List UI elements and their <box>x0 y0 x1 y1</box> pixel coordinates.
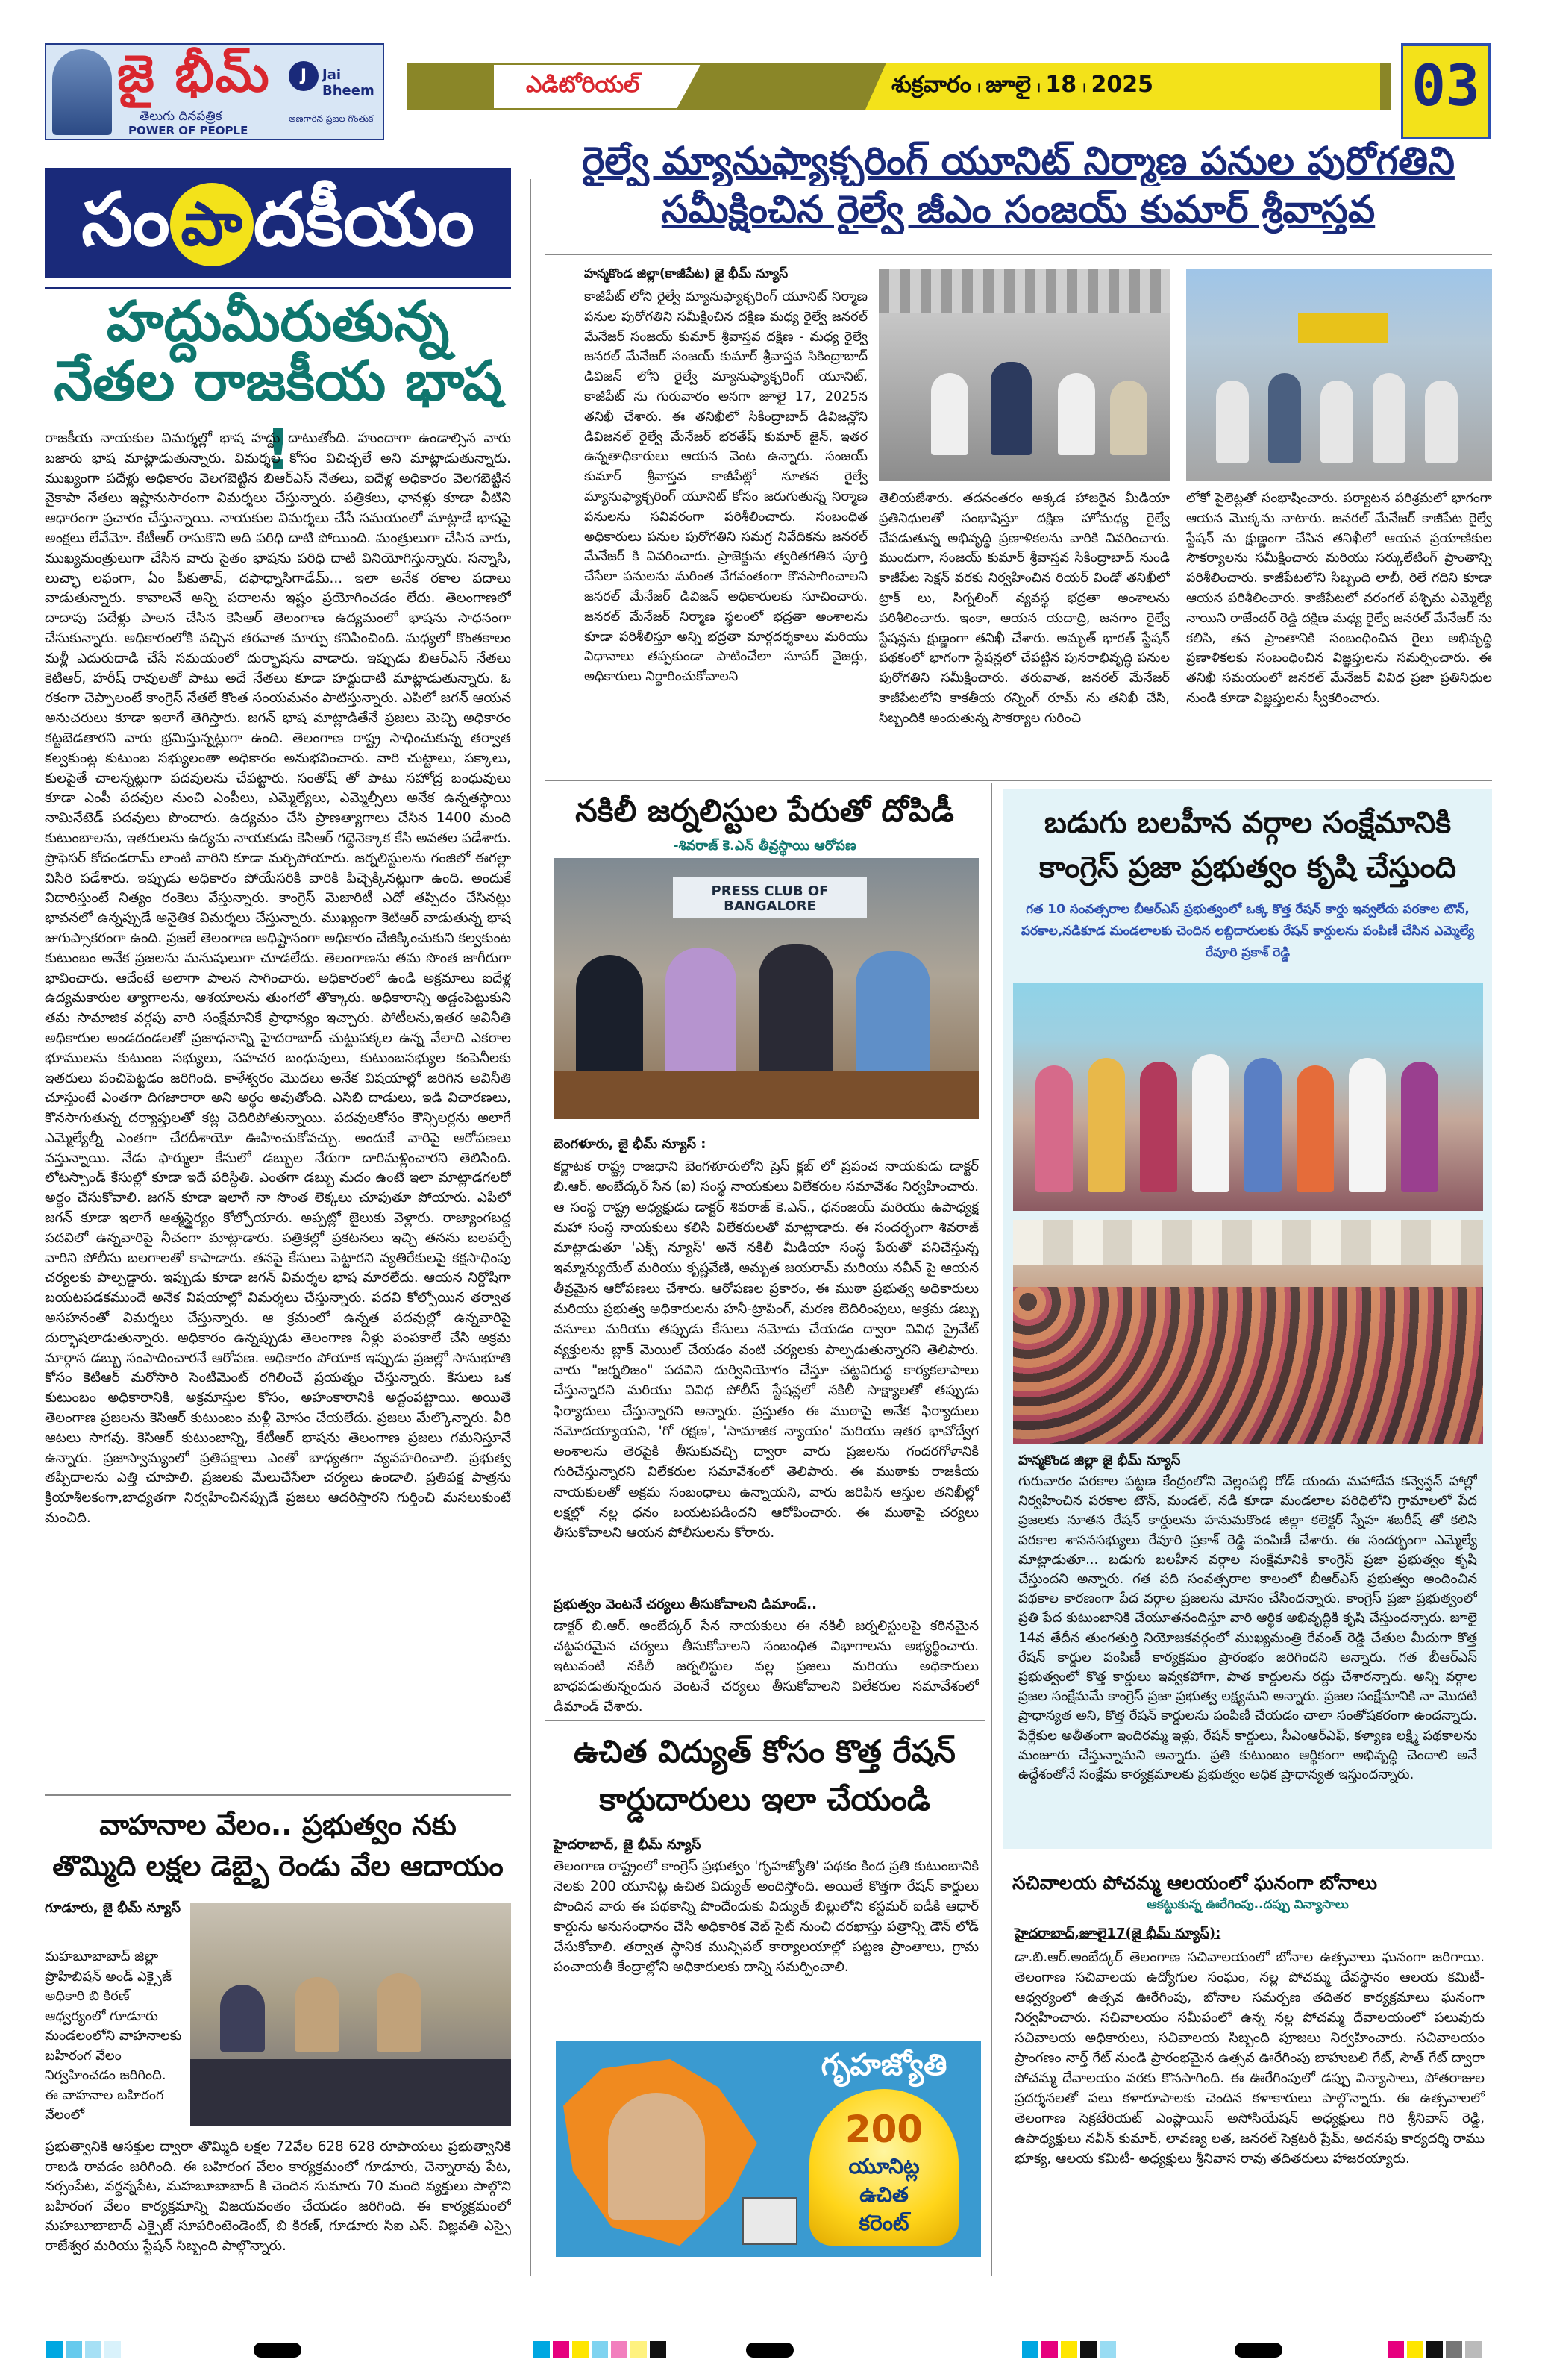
fake-journalists-title: నకిలీ జర్నలిస్టుల పేరుతో దోపిడీ <box>575 792 954 829</box>
press-meet-photo <box>554 858 979 1119</box>
editorial-title-line2: నేతల రాజకీయ భాష ! <box>54 349 502 482</box>
free-power-dateline: హైదరాబాద్, జై భీమ్ న్యూస్ <box>554 1837 701 1853</box>
welfare-title-line2: కాంగ్రెస్ ప్రజా ప్రభుత్వం కృషి చేస్తుంది <box>1038 851 1457 885</box>
logo-title: జై భీమ్ <box>117 45 271 104</box>
free-power-rule <box>545 1720 985 1721</box>
railway-photo-2 <box>1186 269 1492 481</box>
railway-col2: తెలియజేశారు. తదనంతరం అక్కడ హాజరైన మీడియా ప్రతినిధులతో సంభాషిస్తూ దక్షిణ హోమధ్య రైల్వే చేపడుతున్న అభివృద్ధి ప్రణాళికలను వారికి వివరించారు. ముందుగా, సంజయ్ కుమార్ శ్రీవాస్తవ సికింద్రాబాద్ నుండి కాజీపేట సెక్షన్ వరకు నిర్వహించిన రియర్ విండో తనిఖీలో ట్రాక్ లు, సిగ్నలింగ్ వ్యవస్థ భద్రతా అంశాలను పరిశీలించారు. ఇంకా, ఆయన యదాద్రి, జనగాం రైల్వే స్టేషన్లను క్షుణ్ణంగా తనిఖీ చేశారు. అమృత్ భారత్ స్టేషన్ పథకంలో భాగంగా స్టేషన్లలో చేపట్టిన పునరాభివృద్ధి పనుల పురోగతిని సమీక్షించారు. తరువాత, జనరల్ మేనేజర్ కాజీపేటలోని కాకతీయ రన్నింగ్ రూమ్ ను తనిఖీ చేసి, సిబ్బందికి అందుతున్న సౌకర్యాల గురించి <box>879 491 1170 726</box>
logo-tagline: తెలుగు దినపత్రిక <box>140 109 222 124</box>
fake-journalists-body1: కర్ణాటక రాష్ట్ర రాజధాని బెంగళూరులోని ప్రెస్ క్లబ్ లో ప్రపంచ నాయకుడు డాక్టర్ బి.ఆర్. అంబేద్కర్ సేన (ఐ) సంస్థ నాయకులు విలేకరుల సమావేశం నిర్వహించారు. ఆ సంస్థ రాష్ట్ర అధ్యక్షుడు డాక్టర్ శివరాజ్ కె.ఎన్., ధనంజయ్ మరియు ఉపాధ్యక్ష మహా సంస్థ నాయకులు కలిసి విలేకరులతో మాట్లాడారు. ఈ సందర్భంగా శివరాజ్ మాట్లాడుతూ 'ఎక్స్ న్యూస్' అనే నకిలీ మీడియా సంస్థ పేరుతో పనిచేస్తున్న ఇమ్మాన్యుయేల్ మరియు కృష్ణవేణి, అమృత జయరామ్ మరియు నవీన్ పై ఆయన తీవ్రమైన ఆరోపణలు చేశారు. ఆరోపణల ప్రకారం, ఈ ముఠా ప్రభుత్వ అధికారులు మరియు ప్రభుత్వ అధికారులను హనీ-ట్రాపింగ్, మరణ బెదిరింపులు, అక్రమ డబ్బు వసూలు మరియు తప్పుడు కేసులు నమోదు చేయడం ద్వారా వివిధ ప్రైవేట్ వ్యక్తులను బ్లాక్ మెయిల్ చేయడం వంటి చర్యలకు పాల్పడుతున్నారని తెలిపారు. వారు "జర్నలిజం" పదవిని దుర్వినియోగం చేస్తూ చట్టవిరుద్ధ కార్యకలాపాలు చేస్తున్నారని మరియు వివిధ పోలీస్ స్టేషన్లలో నకిలీ సాక్ష్యాలతో తప్పుడు ఫిర్యాదులు చేస్తున్నారని అన్నారు. ప్రస్తుతం ఈ ముఠాపై అనేక ఫిర్యాదులు నమోదయ్యాయని, 'గో రక్షణ', 'సామాజిక న్యాయం' మరియు ఇతర భావోద్వేగ అంశాలను తెరపైకి తీసుకువచ్చి ద్వారా వారు ప్రజలను గందరగోళానికి గురిచేస్తున్నారని విలేకరుల సమావేశంలో తెలిపారు. ఈ ముఠాకు రాజకీయ నాయకులతో అక్రమ సంబంధాలు ఉన్నాయని, వారు జరిపిన ఆస్తుల తనిఖీల్లో లక్షల్లో నల్ల ధనం బయటపడిందని ఆరోపించారు. ఈ ముఠాపై చర్యలు తీసుకోవాలని ఆయన పోలీసులను కోరారు. <box>554 1159 979 1541</box>
editorial-box-label <box>45 175 511 266</box>
registration-blob-1 <box>254 2343 301 2358</box>
vehicle-photo <box>190 1903 511 2126</box>
welfare-photo-2 <box>1013 1220 1483 1444</box>
railway-bottom-rule <box>545 780 1492 781</box>
masthead-logo <box>45 43 384 140</box>
editorial-title-line1: హద్దుమీరుతున్న <box>106 289 450 354</box>
bonalu-body: డా.బి.ఆర్.అంబేద్కర్ తెలంగాణ సచివాలయంలో బోనాల ఉత్సవాలు ఘనంగా జరిగాయి. తెలంగాణ సచివాలయ ఉద్యోగుల సంఘం, నల్ల పోచమ్మ దేవస్థానం ఆలయ కమిటీ- ఆధ్వర్యంలో ఉత్సవ ఊరేగింపు, బోనాల సమర్పణ తదితర కార్యక్రమాలు ఘనంగా నిర్వహించారు. సచివాలయం సమీపంలో ఉన్న నల్ల పోచమ్మ దేవాలయంలో పలువురు సచివాలయ అధికారులు, సచివాలయ సిబ్బంది పూజలు నిర్వహించారు. సచివాలయం ప్రాంగణం నార్త్ గేట్ నుండి ప్రారంభమైన ఉత్సవ ఊరేగింపు బాహుబలి గేట్, సౌత్ గేట్ ద్వారా పోచమ్మ దేవాలయం వరకు కొనసాగింది. ఈ ఊరేగింపులో డప్పు విన్యాసాలు, పోతరాజుల ప్రదర్శనలతో పలు కళారూపాలకు చెందిన కళాకారులు పాల్గొన్నారు. ఈ ఉత్సవాలలో తెలంగాణ సెక్రటేరియట్ ఎంప్లాయిస్ అసోసియేషన్ అధ్యక్షులు గిరి శ్రీనివాస్ రెడ్డి, ఉపాధ్యక్షులు నవీన్ కుమార్, లావణ్య లత, జనరల్ సెక్రటరీ ప్రేమ్, అదనపు కార్యదర్శి రాము భూక్య, ఆలయ కమిటీ- అధ్యక్షులు శ్రీనివాస రావు తదితరులు హాజరయ్యారు. <box>1015 1950 1485 2167</box>
welfare-photo-1 <box>1013 983 1483 1211</box>
free-power-body: తెలంగాణ రాష్ట్రంలో కాంగ్రెస్ ప్రభుత్వం 'గృహజ్యోతి' పథకం కింద ప్రతి కుటుంబానికి నెలకు 200 యూనిట్ల ఉచిత విద్యుత్ అందిస్తోంది. అయితే కొత్తగా రేషన్ కార్డులు పొందిన వారు ఈ పథకాన్ని పొందేందుకు విద్యుత్ బిల్లులోని కస్టమర్ ఐడీకి ఆధార్ కార్డును అనుసంధానం చేసి అధికారిక వెబ్ సైట్ నుంచి దరఖాస్తు పత్రాన్ని డౌన్ లోడ్ చేసుకోవాలి. తర్వాత స్థానిక మున్సిపల్ కార్యాలయాల్లో పట్టణ ప్రాంతాలు, గ్రామ పంచాయతీ కేంద్రాల్లోని అధికారులకు దాన్ని సమర్పించాలి. <box>554 1858 979 1975</box>
date-year: 2025 <box>1091 72 1154 98</box>
fake-journalists-dateline: బెంగళూరు, జై భీమ్ న్యూస్ : <box>554 1136 706 1152</box>
registration-blob-3 <box>1235 2343 1282 2358</box>
col-rule-left <box>530 179 531 2276</box>
grihajyothi-line3: కరెంట్ <box>859 2211 909 2235</box>
editorial-body: రాజకీయ నాయకుల విమర్శల్లో భాష హద్దు దాటుతోంది. హుందాగా ఉండాల్సిన వారు బజారు భాష మాట్లాడుతున్నారు. విమర్శల కోసం విచిచ్చలే అని మాట్లాడుతున్నారు. ముఖ్యంగా పదేళ్లు అధికారం వెలగబెట్టిన బిఆర్ఎస్ నేతలు, ఐదేళ్ల అధికారం వెలగబెట్టిన వైకాపా నేతలు ఇష్టానుసారంగా విమర్శలు చేస్తున్నారు. పత్రికలు, ఛానళ్లు కూడా వీటిని ఆధారంగా ప్రచారం చేస్తున్నాయి. నాయకుల విమర్శలు చేసే సమయంలో మాట్లాడే భాషపై అంక్షలు లేవేమో. కేటీఆర్ రాసుకొని అది పరిధి దాటి పోయింది. మంత్రులుగా చేసిన వారు, ముఖ్యమంత్రులుగా చేసిన వారు సైతం భాషను పరిధి దాటి వినియోగిస్తున్నారు. సన్నాసి, లుచ్ఛా లఫంగా, ఏం పీకుతావ్, దఫాధ్నాసిగాడేమ్... ఇలా అనేక రకాల పదాలు వాడుతున్నారు. కావాలనే అన్ని పదాలను ఇష్టం ప్రయోగించడం లేదు. తెలంగాణలో దాదాపు పదేళ్లు పాలన చేసిన కెసిఆర్ తెలంగాణ ఉద్యమంలో భాషను సాధనంగా చేసుకున్నారు. అధికారంలోకి వచ్చిన తరవాత మార్పు కనిపించింది. మధ్యలో కొంతకాలం మళ్లీ ఎదురుదాడి చేసే సమయంలో దుర్భాషను వాడారు. ఇప్పుడు బిఆర్ఎస్ నేతలు కెటిఆర్, హరీష్ రావులతో పాటు అదే నేతలు కూడా హద్దుదాటి మాట్లాడుతున్నారు. ఓ రకంగా చెప్పాలంటే కాంగ్రెస్ నేతలే కొంత సంయమనం పాటిస్తున్నారు. ఎపిలో జగన్ ఆయన అనుచరులు కూడా ఇలాగే తెగిస్తారు. జగన్ భాష మాట్లాడితేనే ప్రజలు మెచ్చి అధికారం కట్టబెడతారని వారు భ్రమిస్తున్నట్లుగా ఉంది. తెలంగాణ రాష్ట్ర సాధించుకున్న తర్వాత కల్వకుంట్ల కుటుంబ సభ్యులంతా అధికారం అనుభవించారు. వారి చుట్టాలు, పక్కాలు, కులపైతే చాలన్నట్లుగా పదవులను చేపట్టారు. సంతోష్ తో పాటు సహోద్ర బంధువులు కూడా ఎంపీ పదవుల నుంచి ఎంపీలు, ఎమ్మెల్యేలు, ఎమ్మెల్సీలు అనేక ఉన్నతస్థాయి నామినేటెడ్ పదవులు పొందారు. ఉద్యమం చేసి ప్రాణత్యాగాలు చేసిన 1400 మంది కుటుంబాలను, ఇతరులను ఉద్యమ నాయకుడు కెసిఆర్ గద్దెనెక్కాక కేసి అవతల పడేశారు. ప్రొఫెసర్ కోదండరామ్ లాంటి వారిని కూడా మర్చిపోయారు. జర్నలిస్టులను గంజిలో ఈగల్లా విసిరి పడేశారు. ఇప్పుడు అధికారం పోయేసరికి వారికి పిచ్చెక్కినట్లుగా ఉంది. అందుకే విదారిస్తుంటే నిత్యం రంకెలు వేస్తున్నారు. కాంగ్రెస్ మెజారిటీ ఎదో తప్పిదం చేసినట్లు భావనలో ఉన్నప్పుడే అనైతిక విమర్శలు చేస్తున్నారు. ముఖ్యంగా కెటిఆర్ వాడుతున్న భాష జుగుప్సాకరంగా ఉంది. ప్రజలే తెలంగాణ అధిష్టానంగా అధికారం చేజిక్కించుకుని కల్వకుంట కుటుంబం అనేక ప్రజలను మనుషులుగా చూడలేదు. తెలంగాణను తమ సొంత జాగీరుగా భావించారు. ఆదేంటే అలాగా పాలన సాగించారు. అధికారంలో ఉండి అక్రమాలు ఐదేళ్ల ఉద్యమకారుల త్యాగాలను, ఆశయాలను తుంగలో తొక్కారు. అధికారాన్ని అడ్డంపెట్టుకుని తమ సామాజిక వర్గపు వారి సంక్షేమానికే ప్రాధాన్యం ఇచ్చారు. పోటీలను,ఇతర అవినీతి అధికారుల అండదండలతో ప్రజాధనాన్ని హైదరాబాద్ చుట్టుపక్కల ఉన్న వేలాది ఎకరాల భూములను కుటుంబ సభ్యులు, సహచర బంధువులు, కుటుంబసభ్యుల కంపెనీలకు ఇతరులు పంచిపెట్టడం జరిగింది. కాళేశ్వరం మొదలు అనేక విషయాల్లో జరిగిన అవినీతి చూస్తుంటే ఎంతగా దిగజారారా అని అర్థం అవుతోంది. ఎసిబి దాడులు, ఇడి విచారణలు, కొనసాగుతున్న దర్యాప్తులతో కట్ల చెదిరిపోతున్నాయి. పదవులకోసం కౌన్సిలర్లను అలాగే ఎమ్మెల్యేల్నీ ఎంతగా చేరదీశాయో ఊహించుకోవచ్చు. అందుకే వారిపై ఆరోపణలు వస్తున్నాయి. నేడు ఫార్ములా కేసులో డబ్బుల నేరుగా దారిమళ్లించారని తెలిసింది. లోటస్పాండ్ కేసుల్లో కూడా ఇదే పరిస్థితి. ఎంతగా డబ్బు మదం ఉంటే ఇలా మాట్లాడగలరో అర్థం చేసుకోవాలి. జగన్ కూడా ఇలాగే నా సొంత లెక్కలు చూపుతూ పోయారు. ఎపిలో జగన్ కూడా ఇలాగే ఆత్మస్థైర్యం కోల్పోయారు. అప్పట్లో జైలుకు వెళ్లారు. రాజ్యాంగబద్ద పదవిలో ఉన్నవారిపై నీచంగా మాట్లాడారు. పత్రికల్లో ప్రకటనలు ఇచ్చి తనను బలపర్చే వారిని పోలీసు బలగాలతో కాపాడారు. తనపై కేసులు పెట్టారని వ్యతిరేకులపై కక్షసాధింపు చర్యలకు పాల్పడ్డారు. ఇప్పుడు కూడా జగన్ విమర్శల భాష మారలేదు. ఆయన నిర్దోషిగా బయటపడకముందే అనేక విషయాల్లో విమర్శలు చేస్తున్నారు. పదవి కోల్పోయిన తర్వాత అసహనంతో విమర్శలు చేస్తున్నారు. ఆ క్రమంలో ఉన్నత పదవుల్లో ఉన్నవారిపై దుర్భాషలాడుతున్నారు. అధికారం ఉన్నప్పుడు తెలంగాణ నీళ్లు పంపకాలే చేసి అక్రమ మార్గాన డబ్బు సంపాదించారనే ఆరోపణ. అధికారం పోయాక ఇప్పుడు ప్రజల్లో సానుభూతి కోసం కెటిఆర్ మరోసారి సెంటిమెంట్ రగిలించే ప్రయత్నం చేస్తున్నారు. కేసులు ఒక కుటుంబం అధికారానికి, అక్రమాస్తుల కోసం, అహంకారానికి అద్దంపట్టాయి. అయితే తెలంగాణ ప్రజలను కెసిఆర్ కుటుంబం మళ్లీ మోసం చేయలేదు. ప్రజలు మేల్కొన్నారు. వీరి ఆటలు సాగవు. కెసిఆర్ కుటుంబాన్ని, కేటీఆర్ భాషను తెలంగాణ ప్రజలు గమనిస్తూనే ఉన్నారు. ప్రజాస్వామ్యంలో ప్రతిపక్షాలు ఎంతో బాధ్యతగా వ్యవహరించాలి. ప్రభుత్వ తప్పిదాలను ఎత్తి చూపాలి. ప్రజలకు మేలుచేసేలా చర్యలు ఉండాలి. ప్రతిపక్ష పాత్రను క్రియాశీలకంగా,బాధ్యతగా నిర్వహించినప్పుడే ప్రజలు ఆదరిస్తారని గుర్తించి మసలుకుంటే మంచిది. <box>45 430 511 1526</box>
date-day: శుక్రవారం <box>891 72 971 98</box>
vehicle-title-line1: వాహనాల వేలం.. ప్రభుత్వం నకు <box>99 1809 457 1841</box>
grihajyothi-title: గృహజ్యోతి <box>821 2048 947 2082</box>
meter-icon <box>742 2197 797 2245</box>
vehicle-body: ప్రభుత్వానికి ఆసక్తుల ద్వారా తొమ్మిది లక్షల 72వేల 628 628 రూపాయలు ప్రభుత్వానికి రాబడి రావడం జరిగింది. ఈ బహిరంగ వేలం కార్యక్రమంలో గూడూరు, చెన్నారావు పేట, నర్సంపేట, వర్ధన్నపేట, మహబూబాబాద్ కి చెందిన సుమారు 70 మంది వ్యక్తులు పాల్గొని బహిరంగ వేలం కార్యక్రమాన్ని విజయవంతం చేయడం జరిగింది. ఈ కార్యక్రమంలో మహబూబాబాద్ ఎక్సైజ్ సూపరింటెండెంట్, బి కిరణ్, గూడూరు సిఐ ఎస్. విజ్ఞవతి ఎస్సై రాజేశ్వర మరియు స్టేషన్ సిబ్బంది పాల్గొన్నారు. <box>45 2139 511 2254</box>
ambedkar-portrait <box>52 49 112 135</box>
date-num: 18 <box>1045 72 1077 98</box>
free-power-title-line2: కార్డుదారులు ఇలా చేయండి <box>599 1781 930 1817</box>
grihajyothi-image <box>556 2041 981 2257</box>
bonalu-subtitle: ఆకట్టుకున్న ఊరేగింపు..దప్పు విన్యాసాలు <box>1147 1897 1349 1912</box>
welfare-title-line1: బడుగు బలహీన వర్గాల సంక్షేమానికి <box>1044 806 1452 840</box>
editorial-box-post: దకీయం <box>253 178 474 263</box>
railway-col3: లోకో పైలెట్లతో సంభాషించారు. పర్యాటన పరిశ్రమలో భాగంగా ఆయన మొక్కను నాటారు. జనరల్ మేనేజర్ కాజీపేట రైల్వే స్టేషన్ ను క్షుణ్ణంగా చేసిన తనిఖీలో ఆయన ప్రయాణికుల సౌకర్యాలను సమీక్షించారు మరియు సర్కులేటింగ్ ప్రాంతాన్ని పరిశీలించారు. కాజీపేటలోని సిబ్బంది లాబీ, రిలే గదిని కూడా ఆయన పరిశీలించారు. కాజీపేటలో వరంగల్ పశ్చిమ ఎమ్మెల్యే నాయిని రాజేందర్ రెడ్డి దక్షిణ మధ్య రైల్వే జనరల్ మేనేజర్ ను కలిసి, తన ప్రాంతానికి సంబంధించిన రైలు అభివృద్ధి ప్రణాళికలకు సంబంధించిన విజ్ఞప్తులను సమర్పించారు. ఈ తనిఖీ సమయంలో జనరల్ మేనేజర్ వివిధ ప్రజా ప్రతినిధుల నుండి కూడా విజ్ఞప్తులను స్వీకరించారు. <box>1186 491 1492 706</box>
welfare-deck: గత 10 సంవత్సరాల బీఆర్ఎస్ ప్రభుత్వంలో ఒక్క కొత్త రేషన్ కార్డు ఇవ్వలేదు పరకాల టౌన్, పరకాల,నడికూడ మండలాలకు చెందిన లబ్దిదారులకు రేషన్ కార్డులను పంపిణీ చేసిన ఎమ్మెల్యే రేవూరి ప్రకాశ్ రెడ్డి <box>1021 902 1475 960</box>
fake-journalists-body2: డాక్టర్ బి.ఆర్. అంబేద్కర్ సేన నాయకులు ఈ నకిలీ జర్నలిస్టులపై కఠినమైన చట్టపరమైన చర్యలు తీసుకోవాలని సంబంధిత విభాగాలను అభ్యర్థించారు. ఇటువంటి నకిలీ జర్నలిస్టుల వల్ల ప్రజలు మరియు అధికారులు బాధపడుతున్నందున వెంటనే చర్యలు తీసుకోవాలని విలేకరుల సమావేశంలో డిమాండ్ చేశారు. <box>554 1618 979 1714</box>
editorial-box-mid: పా <box>170 183 254 266</box>
welfare-body: గురువారం పరకాల పట్టణ కేంద్రంలోని వెల్లంపల్లి రోడ్ యందు మహాదేవ కన్వెన్షన్ హాల్లో నిర్వహించిన పరకాల టౌన్, మండల్, నడి కూడా మండలాల పరిధిలోని గ్రామాలలో పేద ప్రజలకు నూతన రేషన్ కార్డులను హనుమకొండ జిల్లా కలెక్టర్ స్నేహ శబరీష్ తో కలిసి పరకాల శాసనసభ్యులు రేవూరి ప్రకాశ్ రెడ్డి పంపిణీ చేశారు. ఈ సందర్భంగా ఎమ్మెల్యే మాట్లాడుతూ... బడుగు బలహీన వర్గాల సంక్షేమానికి కాంగ్రెస్ ప్రజా ప్రభుత్వం కృషి చేస్తుందని అన్నారు. గత పది సంవత్సరాల కాలంలో బీఆర్ఎస్ ప్రభుత్వం అందించిన పథకాల కారణంగా పేద వర్గాల ప్రజలను మోసం చేసిందన్నారు. కాంగ్రెస్ ప్రజా ప్రభుత్వంలో ప్రతి పేద కుటుంబానికి చేయూతనందిస్తూ వారి ఆర్థిక అభివృద్ధికి కృషి చేస్తుందన్నారు. జూలై 14వ తేదీన తుంగతుర్తి నియోజకవర్గంలో ముఖ్యమంత్రి రేవంత్ రెడ్డి చేతుల మీదుగా కొత్త రేషన్ కార్డుల పంపిణీ కార్యక్రమం ప్రారంభం జరిగిందని అన్నారు. గత బీఆర్ఎస్ ప్రభుత్వంలో కొత్త కార్డులు ఇవ్వకపోగా, పాత కార్డులను రద్దు చేశారన్నారు. అన్ని వర్గాల ప్రజల సంక్షేమమే కాంగ్రెస్ ప్రజా ప్రభుత్వ లక్ష్యమని అన్నారు. ప్రజల సంక్షేమానికి నా మొదటి ప్రాధాన్యత అని, కొత్త రేషన్ కార్డులను పంపిణీ చేయడం చాలా సంతోషకరంగా ఉందన్నారు. పేర్లేకుల అతీతంగా ఇందిరమ్మ ఇళ్లు, రేషన్ కార్డులు, సీఎంఆర్ఎఫ్, కళ్యాణ లక్ష్మి పథకాలను మంజూరు చేస్తున్నామని అన్నారు. ప్రతి కుటుంబం ఆర్థికంగా అభివృద్ధి చెందాలి అనే ఉద్దేశంతోనే సంక్షేమ కార్యక్రమాలకు ప్రభుత్వం అధిక ప్రాధాన్యత ఇస్తుందన్నారు. <box>1018 1474 1477 1783</box>
railway-photo-1 <box>879 269 1170 481</box>
fake-journalists-subhead: ప్రభుత్వం వెంటనే చర్యలు తీసుకోవాలని డిమాండ్.. <box>554 1597 817 1612</box>
page-number: 03 <box>1411 52 1480 119</box>
vehicle-body-side: మహబూబాబాద్ జిల్లా ప్రొహిబిషన్ అండ్ ఎక్సైజ్ అధికారి బి కిరణ్ ఆధ్వర్యంలో గూడూరు మండలంలోని వాహనాలకు బహిరంగ వేలం నిర్వహించడం జరిగింది. ఈ వాహనాల బహిరంగ వేలంలో <box>45 1949 182 2123</box>
logo-sub: POWER OF PEOPLE <box>128 124 248 137</box>
bonalu-title: సచివాలయ పోచమ్మ ఆలయంలో ఘనంగా బోనాలు <box>1012 1872 1378 1894</box>
leader-portrait <box>608 2093 705 2220</box>
grihajyothi-number: 200 <box>844 2108 924 2151</box>
registration-blob-2 <box>746 2343 794 2358</box>
railway-title-line1: రైల్వే మ్యానుఫ్యాక్చరింగ్ యూనిట్ నిర్మాణ పనుల పురోగతిని <box>582 140 1455 184</box>
vehicle-dateline: గూడూరు, జై భీమ్ న్యూస్ <box>45 1900 181 1916</box>
jai-bheem-badge: J <box>289 61 319 91</box>
railway-dateline: హన్మకొండ జిల్లా(కాజీపేట) జై భీమ్ న్యూస్ <box>584 266 789 281</box>
grihajyothi-line2: ఉచిత <box>859 2182 909 2207</box>
section-label: ఎడిటోరియల్ <box>526 72 640 98</box>
railway-rule <box>545 254 1492 255</box>
grihajyothi-line1: యూనిట్ల <box>848 2154 920 2179</box>
logo-badge-tagline: అణగారిన ప్రజల గొంతుక <box>289 113 374 124</box>
editorial-box-pre: సం <box>81 178 170 263</box>
free-power-title-line1: ఉచిత విద్యుత్ కోసం కొత్త రేషన్ <box>574 1733 956 1770</box>
logo-badge-text: Jai Bheem <box>322 67 374 98</box>
welfare-dateline: హన్మకొండ జిల్లా జై భీమ్ న్యూస్ <box>1018 1453 1181 1468</box>
vehicle-title-line2: తొమ్మిది లక్షల డెబ్బై రెండు వేల ఆదాయం <box>52 1850 504 1882</box>
press-club-banner-text: PRESS CLUB OF BANGALORE <box>711 883 829 914</box>
fake-journalists-subtitle: -శివరాజ్ కె.ఎన్ తీవ్రస్థాయి ఆరోపణ <box>673 838 856 854</box>
bonalu-dateline: హైదరాబాద్,జూలై17(జై భీమ్ న్యూస్): <box>1015 1926 1221 1941</box>
date-line: శుక్రవారం । జూలై । 18 । 2025 <box>891 72 1154 98</box>
vehicle-rule <box>45 1794 511 1796</box>
col-rule-right <box>991 783 992 2276</box>
railway-title-line2: సమీక్షించిన రైల్వే జీఎం సంజయ్ కుమార్ శ్రీవాస్తవ <box>661 188 1376 232</box>
date-month: జూలై <box>985 72 1032 98</box>
railway-col1: కాజీపేట్ లోని రైల్వే మ్యానుఫ్యాక్చరింగ్ యూనిట్ నిర్మాణ పనుల పురోగతిని సమీక్షించిన దక్షిణ మధ్య రైల్వే జనరల్ మేనేజర్ సంజయ్ కుమార్ శ్రీవాస్తవ దక్షిణ - మధ్య రైల్వే జనరల్ మేనేజర్ సంజయ్ కుమార్ శ్రీవాస్తవ సికింద్రాబాద్ డివిజన్ లోని రైల్వే మ్యానుఫ్యాక్చరింగ్ యూనిట్, కాజీపేట్ ను గురువారం అనగా జూలై 17, 2025న తనిఖీ చేశారు. ఈ తనిఖీలో సికింద్రాబాద్ డివిజన్లోని డివిజనల్ రైల్వే మేనేజర్ భరతేష్ కుమార్ జైన్, ఇతర ఉన్నతాధికారులు ఆయన వెంట ఉన్నారు. సంజయ్ కుమార్ శ్రీవాస్తవ కాజీపేట్లో నూతన రైల్వే మ్యానుఫ్యాక్చరింగ్ యూనిట్ కోసం జరుగుతున్న నిర్మాణ పనులను సవివరంగా పరిశీలించారు. సంబంధిత అధికారులు పనుల పురోగతిని సమగ్ర నివేదికను జనరల్ మేనేజర్ కి వివరించారు. ప్రాజెక్టును త్వరితగతిన పూర్తి చేసేలా పనులను మరింత వేగవంతంగా కొనసాగించాలని జనరల్ మేనేజర్ డివిజన్ అధికారులకు సూచించారు. జనరల్ మేనేజర్ నిర్మాణ స్థలంలో భద్రతా అంశాలను కూడా పరిశీలిస్తూ అన్ని భద్రతా మార్గదర్శకాలు మరియు విధానాలు తప్పకుండా పాటించేలా సూపర్ వైజర్లు, అధికారులు నిర్ధారించుకోవాలని <box>584 289 868 685</box>
